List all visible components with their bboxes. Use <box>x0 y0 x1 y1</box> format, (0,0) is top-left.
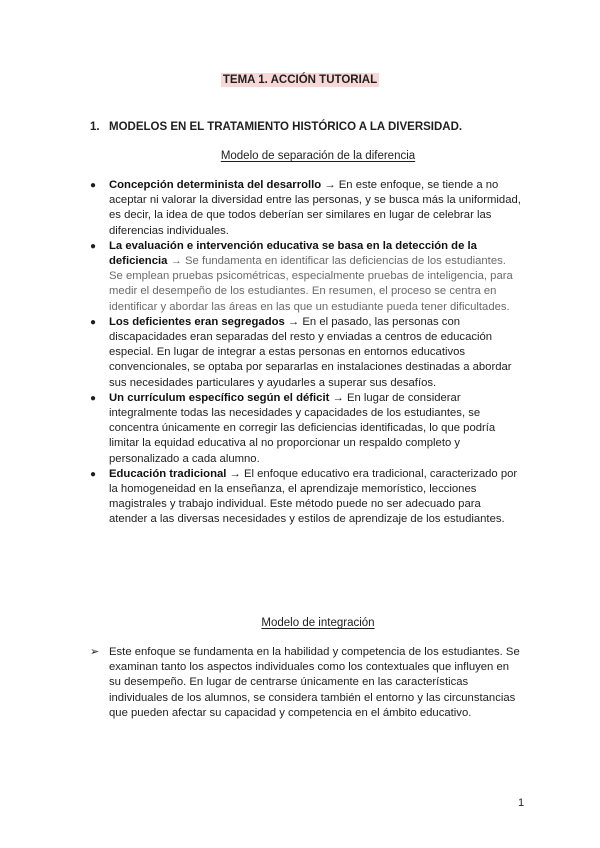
list-item-term: Un currículum específico según el déficit <box>109 391 330 404</box>
section-heading <box>90 119 462 135</box>
list-item <box>90 645 522 721</box>
list-item <box>90 467 522 528</box>
arrow-icon: → <box>284 315 303 328</box>
list-item-text: En este enfoque, se tiende a no aceptar ni valorar la diversidad entre las personas, y se busca más la uniformidad, es decir, la idea de que todos deberían ser similares en lugar de celebrar las diferencias individuales. <box>109 179 521 237</box>
integration-model-list <box>90 645 522 721</box>
list-item <box>90 315 522 391</box>
subsection-heading-integration: Modelo de integración <box>261 617 375 629</box>
bullet-icon: ● <box>90 180 97 191</box>
list-item-term: La evaluación e intervención educativa se basa en la detección de la deficiencia <box>109 239 477 268</box>
list-item-text: Este enfoque se fundamenta en la habilidad y competencia de los estudiantes. Se examinan tanto los aspectos individuales como los contextuales que influyen en su desempeño. En lugar de centrarse únicamente en las características individuales de los alumnos, se considera también el entorno y las circunstancias que pueden afectar su capacidad y competencia en el ámbito educativo. <box>109 646 520 719</box>
arrow-icon: → <box>321 179 339 191</box>
section-heading-text: MODELOS EN EL TRATAMIENTO HISTÓRICO A LA DIVERSIDAD. <box>109 121 463 133</box>
separation-model-list <box>90 178 522 528</box>
list-item-text: Se fundamenta en identificar las deficiencias de los estudiantes. Se emplean pruebas psicométricas, especialmente pruebas de inteligencia, para medir el desempeño de los estudiantes. En resumen, el proceso se centra en identificar y abordar las áreas en las que un estudiante pueda tener dificultades. <box>109 255 513 313</box>
arrow-icon: → <box>226 467 244 480</box>
bullet-icon: ● <box>90 468 97 480</box>
list-item <box>90 391 522 467</box>
arrow-icon: → <box>329 391 347 404</box>
subsection-heading-separation: Modelo de separación de la diferencia <box>220 150 416 162</box>
bullet-icon: ● <box>90 240 97 252</box>
list-item-term: Los deficientes eran segregados <box>109 315 285 328</box>
list-item-text: En lugar de considerar integralmente todas las necesidades y capacidades de los estudiantes, se concentra únicamente en corregir las deficiencias identificadas, lo que podría limitar la equidad educativa al no proporcionar un respaldo completo y personalizado a cada alumno. <box>109 391 496 465</box>
page-number: 1 <box>518 797 525 809</box>
list-item-term: Educación tradicional <box>109 467 227 480</box>
list-item <box>90 178 522 239</box>
arrow-icon: → <box>167 255 185 268</box>
list-item <box>90 239 522 315</box>
list-item-term: Concepción determinista del desarrollo <box>109 179 322 191</box>
document-title <box>0 72 600 88</box>
list-item-text: En el pasado, las personas con discapacidades eran separadas del resto y enviadas a centros de educación especial. En lugar de integrar a estas personas en entornos educativos convencionales, se optaba por separarlas en instalaciones destinadas a abordar sus necesidades particulares y ayudarles a superar sus desafíos. <box>109 315 512 389</box>
section-number: 1. <box>90 121 100 133</box>
arrow-bullet-icon: ➢ <box>90 646 100 658</box>
list-item-text: El enfoque educativo era tradicional, caracterizado por la homogeneidad en la enseñanza, el aprendizaje memorístico, lecciones magistrales y trabajo individual. Este método puede no ser adecuado para atender a las diversas necesidades y estilos de aprendizaje de los estudiantes. <box>109 467 518 526</box>
bullet-icon: ● <box>90 316 97 328</box>
document-title-text: TEMA 1. ACCIÓN TUTORIAL <box>222 74 378 86</box>
bullet-icon: ● <box>90 392 97 404</box>
